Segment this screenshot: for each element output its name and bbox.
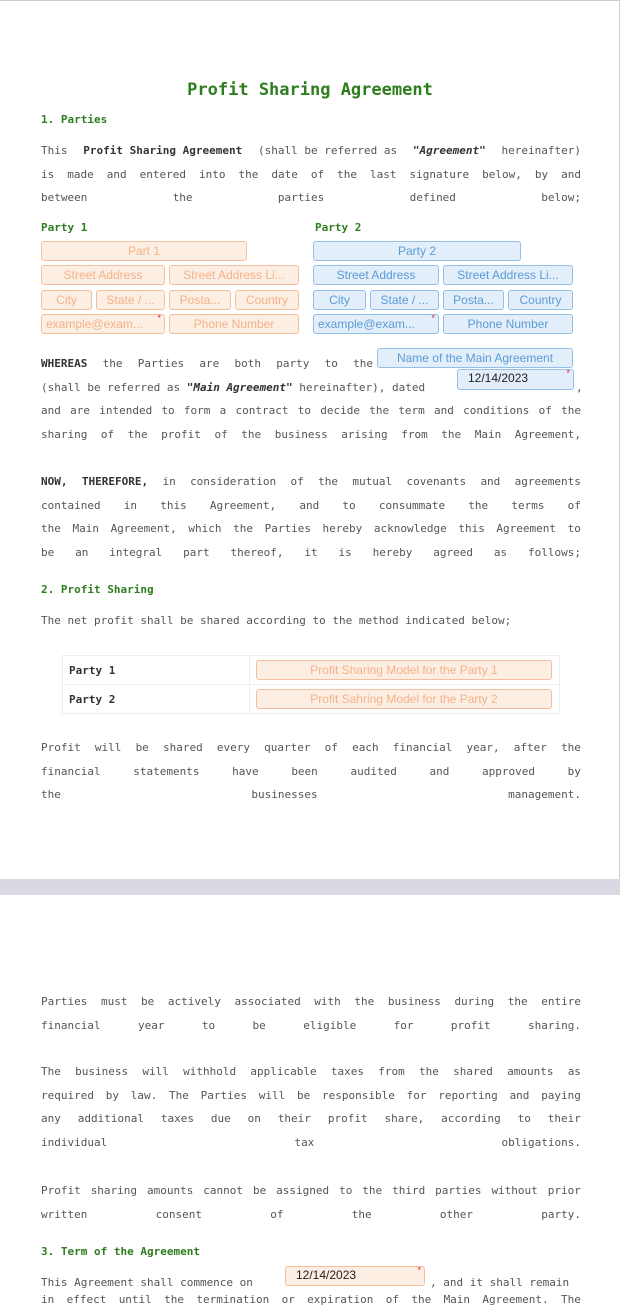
word: the	[238, 167, 259, 181]
word: hereby	[322, 522, 363, 536]
word: the	[337, 167, 357, 181]
word: into	[198, 167, 226, 181]
page-title: Profit Sharing Agreement	[187, 80, 433, 100]
table-row	[63, 685, 559, 713]
intro-line-3: between the parties defined below;	[41, 191, 581, 205]
word: prior	[547, 1184, 581, 1197]
word: been	[291, 764, 318, 778]
word: the	[507, 995, 528, 1008]
word: the	[41, 522, 61, 536]
word: each	[352, 741, 379, 754]
profit-intro: The net profit shall be shared according to the method indicated below;	[41, 614, 512, 627]
word: Agreement	[496, 522, 557, 536]
word: their	[277, 1112, 311, 1126]
main-agreement-date-input[interactable]	[457, 369, 574, 390]
eligibility-line-1	[41, 990, 581, 1014]
word: by	[105, 1088, 119, 1102]
word: the	[369, 404, 390, 417]
word: shared	[162, 741, 203, 754]
word: entire	[541, 995, 581, 1008]
party-1-email-input[interactable]	[41, 314, 165, 334]
word: assigned	[276, 1184, 330, 1197]
word: additional	[77, 1112, 144, 1126]
word: The	[41, 1065, 61, 1078]
word: withhold	[183, 1065, 237, 1078]
word: their	[547, 1112, 581, 1126]
word: entered	[139, 167, 186, 181]
profit-sharing-table	[62, 655, 560, 714]
word: required	[41, 1088, 94, 1102]
word: be	[135, 741, 149, 754]
word: Profit	[41, 741, 81, 754]
word: effect	[66, 1293, 107, 1306]
word: and	[509, 1088, 530, 1102]
now-therefore-paragraph	[41, 470, 581, 564]
word: and	[299, 498, 320, 512]
word: in	[41, 1293, 55, 1306]
word: statements	[133, 764, 200, 778]
word: will	[142, 1065, 169, 1078]
word: share,	[384, 1112, 425, 1126]
word: contract	[235, 404, 289, 417]
required-asterisk: *	[566, 369, 570, 378]
word: reporting	[438, 1088, 498, 1102]
word: The	[168, 1088, 189, 1102]
section-heading-term: 3. Term of the Agreement	[41, 1245, 200, 1258]
intro-line-2	[41, 163, 581, 187]
word: Main	[72, 522, 99, 536]
term-line-1-end: , and it shall remain	[430, 1276, 570, 1289]
word: year,	[466, 741, 500, 754]
tax-paragraph	[41, 1060, 581, 1154]
word: the	[362, 1184, 383, 1197]
whereas-line-4: sharing of the profit of the business arising from the Main Agreement,	[41, 427, 581, 441]
word: be	[296, 1088, 311, 1102]
whereas-comma: ,	[576, 381, 583, 394]
word: the	[561, 404, 581, 417]
row-label: Party 1	[63, 656, 250, 684]
word: Main	[443, 1293, 471, 1306]
now-line-1: NOW, THEREFORE, in consideration of the mutual covenants and agreements	[41, 475, 581, 488]
party-1-name-input[interactable]: Part 1	[41, 241, 247, 261]
tax-line-2	[41, 1084, 581, 1108]
word: on	[247, 1112, 261, 1126]
word: actively	[167, 995, 221, 1008]
word: Profit	[41, 1184, 81, 1197]
word: to	[339, 1184, 353, 1197]
tax-line-1	[41, 1060, 581, 1084]
party-2-city-input[interactable]: City	[313, 290, 366, 310]
word: taxes	[330, 1065, 364, 1078]
party-1-state-input[interactable]: State / ...	[96, 290, 165, 310]
row-label: Party 2	[63, 685, 250, 713]
word: termination	[196, 1293, 270, 1306]
party-1-city-input[interactable]: City	[41, 290, 92, 310]
word: amounts	[146, 1184, 194, 1197]
word: audited	[350, 764, 397, 778]
word: below,	[482, 167, 522, 181]
word: of	[310, 167, 325, 181]
word: last	[369, 167, 397, 181]
party-1-phone-input[interactable]: Phone Number	[169, 314, 299, 334]
word: or	[281, 1293, 295, 1306]
word: Parties	[264, 522, 311, 536]
word: quarter	[264, 741, 311, 754]
party-2-postal-input[interactable]: Posta...	[443, 290, 504, 310]
word: to	[567, 522, 581, 536]
word: are	[70, 404, 90, 417]
word: consummate	[378, 498, 446, 512]
word: without	[491, 1184, 538, 1197]
eligibility-line-2: financial year to be eligible for profit sharing.	[41, 1018, 581, 1032]
word: date	[271, 167, 298, 181]
word: the	[561, 741, 581, 754]
word: associated	[234, 995, 301, 1008]
word: Parties	[200, 1088, 247, 1102]
word: to	[297, 404, 311, 417]
party-2-profit-model-input[interactable]: Profit Sahring Model for the Party 2	[256, 689, 552, 709]
profit-paragraph	[41, 736, 581, 807]
word: intended	[99, 404, 153, 417]
word: any	[41, 1112, 61, 1126]
word: of	[324, 741, 338, 754]
word: third	[392, 1184, 426, 1197]
assignment-line-2: written consent of the other party.	[41, 1207, 581, 1221]
term-paragraph	[41, 1288, 581, 1312]
word: business	[387, 995, 441, 1008]
word: shared	[453, 1065, 493, 1078]
word: the	[418, 1065, 439, 1078]
party-2-country-input[interactable]: Country	[508, 290, 573, 310]
word: this	[160, 498, 187, 512]
profit-line-2	[41, 760, 581, 784]
word: amounts	[507, 1065, 554, 1078]
date-value: 12/14/2023	[468, 371, 529, 385]
document-page-2	[0, 895, 620, 1316]
section-heading-profit-sharing: 2. Profit Sharing	[41, 583, 154, 596]
word: profit	[327, 1112, 368, 1126]
party-2-name-input[interactable]: Party 2	[313, 241, 521, 261]
word: have	[232, 764, 259, 778]
party-2-street-input[interactable]: Street Address	[313, 265, 439, 285]
word: terms	[511, 498, 545, 512]
tax-line-3	[41, 1107, 581, 1131]
party-2-heading: Party 2	[315, 221, 362, 234]
party-1-country-input[interactable]: Country	[235, 290, 299, 310]
word: cannot	[203, 1184, 244, 1197]
word: will	[94, 741, 122, 754]
now-line-2	[41, 494, 581, 518]
word: with	[314, 995, 341, 1008]
whereas-line-1: WHEREAS the Parties are both party to the	[41, 357, 373, 370]
word: the	[354, 995, 375, 1008]
word: acknowledge	[373, 522, 447, 536]
word: approved	[482, 764, 535, 778]
party-1-email-placeholder: example@exam...	[46, 317, 143, 331]
required-asterisk: *	[417, 1266, 421, 1275]
word: made	[67, 167, 94, 181]
word: to	[161, 404, 175, 417]
party-2-email-placeholder: example@exam...	[318, 317, 415, 331]
party-1-profit-model-input[interactable]: Profit Sharing Model for the Party 1	[256, 660, 552, 680]
word: which	[188, 522, 222, 536]
term-line-1-start: This Agreement shall commence on	[41, 1276, 253, 1289]
profit-line-1	[41, 736, 581, 760]
word: sharing	[90, 1184, 138, 1197]
assignment-paragraph	[41, 1179, 581, 1226]
word: as	[567, 1065, 581, 1078]
word: applicable	[250, 1065, 317, 1078]
party-1-postal-input[interactable]: Posta...	[169, 290, 231, 310]
party-2-phone-input[interactable]: Phone Number	[443, 314, 573, 334]
word: for	[406, 1088, 427, 1102]
word: of	[385, 1293, 399, 1306]
word: according	[441, 1112, 501, 1126]
required-asterisk: *	[157, 314, 161, 323]
word: form	[183, 404, 211, 417]
word: during	[454, 995, 495, 1008]
word: financial	[41, 764, 101, 778]
main-agreement-name-input[interactable]: Name of the Main Agreement	[377, 348, 573, 368]
word: Agreement.	[482, 1293, 549, 1306]
word: the	[164, 1293, 185, 1306]
assignment-line-1	[41, 1179, 581, 1203]
word: be	[252, 1184, 267, 1197]
word: signature	[409, 167, 470, 181]
date-value: 12/14/2023	[296, 1268, 357, 1282]
word: the	[468, 498, 489, 512]
word: Agreement,	[209, 498, 277, 512]
table-row	[63, 656, 559, 685]
word: and	[106, 167, 127, 181]
word: this	[458, 522, 485, 536]
word: will	[258, 1088, 286, 1102]
whereas-continuation	[41, 399, 581, 446]
word: a	[219, 404, 227, 417]
word: parties	[435, 1184, 482, 1197]
word: until	[118, 1293, 152, 1306]
word: taxes	[160, 1112, 195, 1126]
whereas-line-3	[41, 399, 581, 423]
word: by	[567, 764, 581, 778]
word: conditions	[463, 404, 530, 417]
eligibility-paragraph	[41, 990, 581, 1037]
word: decide	[320, 404, 360, 417]
word: in	[123, 498, 138, 512]
word: is	[41, 167, 55, 181]
word: and	[434, 404, 454, 417]
party-2-email-input[interactable]	[313, 314, 439, 334]
word: and	[41, 404, 61, 417]
now-line-3	[41, 517, 581, 541]
term-line-2	[41, 1288, 581, 1312]
word: business	[75, 1065, 129, 1078]
profit-line-3: the businesses management.	[41, 788, 581, 802]
word: must	[100, 995, 128, 1008]
word: The	[560, 1293, 581, 1306]
word: and	[429, 764, 450, 778]
party-2-street2-input[interactable]: Street Address Li...	[443, 265, 573, 285]
word: Agreement,	[110, 522, 177, 536]
now-line-4: be an integral part thereof, it is hereby agreed as follows;	[41, 545, 581, 559]
word: be	[141, 995, 155, 1008]
whereas-line-2: (shall be referred as "Main Agreement" hereinafter), dated	[41, 381, 426, 394]
party-1-street2-input[interactable]: Street Address Li...	[169, 265, 299, 285]
word: contained	[41, 498, 101, 512]
intro-paragraph	[41, 139, 581, 210]
party-2-state-input[interactable]: State / ...	[370, 290, 439, 310]
word: due	[210, 1112, 231, 1126]
section-heading-parties: 1. Parties	[41, 113, 108, 126]
intro-line-1: This Profit Sharing Agreement (shall be referred as "Agreement" hereinafter)	[41, 144, 581, 157]
word: the	[233, 522, 253, 536]
word: responsible	[321, 1088, 395, 1102]
word: to	[517, 1112, 531, 1126]
word: from	[378, 1065, 405, 1078]
commencement-date-input[interactable]	[285, 1266, 425, 1286]
party-1-street-input[interactable]: Street Address	[41, 265, 165, 285]
party-1-heading: Party 1	[41, 221, 88, 234]
word: expiration	[307, 1293, 374, 1306]
word: term	[398, 404, 425, 417]
word: law.	[130, 1088, 158, 1102]
word: of	[538, 404, 552, 417]
required-asterisk: *	[431, 314, 435, 323]
word: Parties	[41, 995, 88, 1008]
word: financial	[392, 741, 453, 754]
word: of	[567, 498, 581, 512]
word: paying	[541, 1088, 581, 1102]
word: the	[411, 1293, 432, 1306]
word: to	[342, 498, 356, 512]
word: by	[534, 167, 549, 181]
tax-line-4: individual tax obligations.	[41, 1135, 581, 1149]
word: every	[216, 741, 250, 754]
word: and	[561, 167, 581, 181]
word: after	[513, 741, 547, 754]
